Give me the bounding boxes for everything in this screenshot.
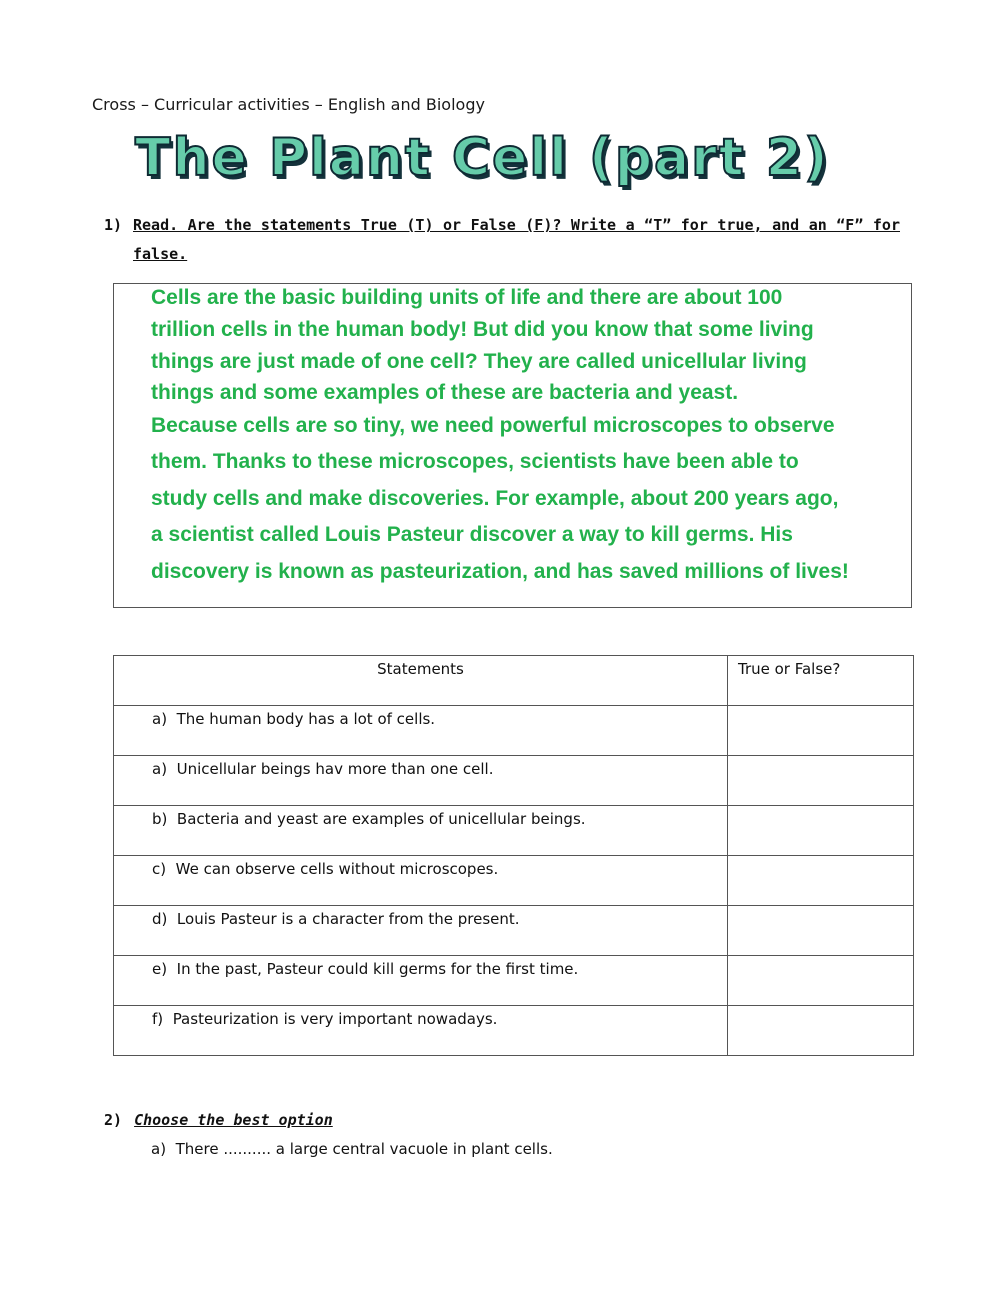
table-header-row — [114, 656, 914, 706]
item-text: There .......... a large central vacuole in plant cells. — [175, 1140, 553, 1158]
answer-cell[interactable] — [728, 806, 914, 856]
table-row — [114, 956, 914, 1006]
question-2-item-a — [151, 1140, 553, 1158]
reading-passage-box — [113, 283, 912, 608]
statement-cell — [114, 1006, 728, 1056]
statement-cell — [114, 856, 728, 906]
statement-letter: a) — [152, 710, 168, 728]
statement-cell — [114, 806, 728, 856]
answer-cell[interactable] — [728, 856, 914, 906]
answer-cell[interactable] — [728, 706, 914, 756]
statement-text: In the past, Pasteur could kill germs for the first time. — [176, 960, 579, 978]
answer-cell[interactable] — [728, 1006, 914, 1056]
table-row — [114, 756, 914, 806]
question-2-number: 2) — [104, 1111, 123, 1129]
statement-cell — [114, 956, 728, 1006]
worksheet-subtitle: Cross – Curricular activities – English and Biology — [92, 95, 485, 114]
question-2 — [104, 1111, 333, 1129]
statement-letter: f) — [152, 1010, 164, 1028]
table-row — [114, 856, 914, 906]
answer-cell[interactable] — [728, 956, 914, 1006]
statement-letter: c) — [152, 860, 167, 878]
table-row — [114, 906, 914, 956]
true-false-table — [113, 655, 914, 1056]
statement-cell — [114, 706, 728, 756]
answer-cell[interactable] — [728, 906, 914, 956]
answer-cell[interactable] — [728, 756, 914, 806]
page-title: The Plant Cell (part 2) — [135, 128, 830, 188]
question-2-instruction: Choose the best option — [134, 1111, 333, 1129]
question-1-number: 1) — [104, 216, 123, 234]
statement-text: Unicellular beings hav more than one cell. — [176, 760, 494, 778]
reading-line: them. Thanks to these microscopes, scientists have been able to — [151, 450, 799, 473]
statement-text: We can observe cells without microscopes. — [175, 860, 499, 878]
statement-letter: d) — [152, 910, 168, 928]
statement-text: Pasteurization is very important nowadays. — [172, 1010, 498, 1028]
true-false-header: True or False? — [728, 656, 914, 706]
reading-line: trillion cells in the human body! But did you know that some living — [151, 318, 814, 341]
reading-line: things and some examples of these are bacteria and yeast. — [151, 381, 739, 404]
statement-cell — [114, 906, 728, 956]
reading-line: Because cells are so tiny, we need powerful microscopes to observe — [151, 414, 835, 437]
reading-line: study cells and make discoveries. For example, about 200 years ago, — [151, 487, 839, 510]
table-row — [114, 706, 914, 756]
reading-line: a scientist called Louis Pasteur discover a way to kill germs. His — [151, 523, 793, 546]
statement-letter: b) — [152, 810, 168, 828]
item-letter: a) — [151, 1140, 167, 1158]
statement-text: The human body has a lot of cells. — [176, 710, 436, 728]
statement-cell — [114, 756, 728, 806]
table-row — [114, 806, 914, 856]
question-1 — [104, 211, 900, 269]
question-1-instruction: Read. Are the statements True (T) or False (F)? Write a “T” for true, and an “F” for false. — [133, 216, 900, 263]
statement-letter: e) — [152, 960, 168, 978]
statement-text: Bacteria and yeast are examples of unicellular beings. — [176, 810, 586, 828]
reading-line: Cells are the basic building units of life and there are about 100 — [151, 286, 783, 309]
reading-line: discovery is known as pasteurization, and has saved millions of lives! — [151, 560, 849, 583]
reading-line: things are just made of one cell? They are called unicellular living — [151, 350, 807, 373]
table-row — [114, 1006, 914, 1056]
statement-text: Louis Pasteur is a character from the present. — [176, 910, 520, 928]
statement-letter: a) — [152, 760, 168, 778]
statements-header: Statements — [114, 656, 728, 706]
